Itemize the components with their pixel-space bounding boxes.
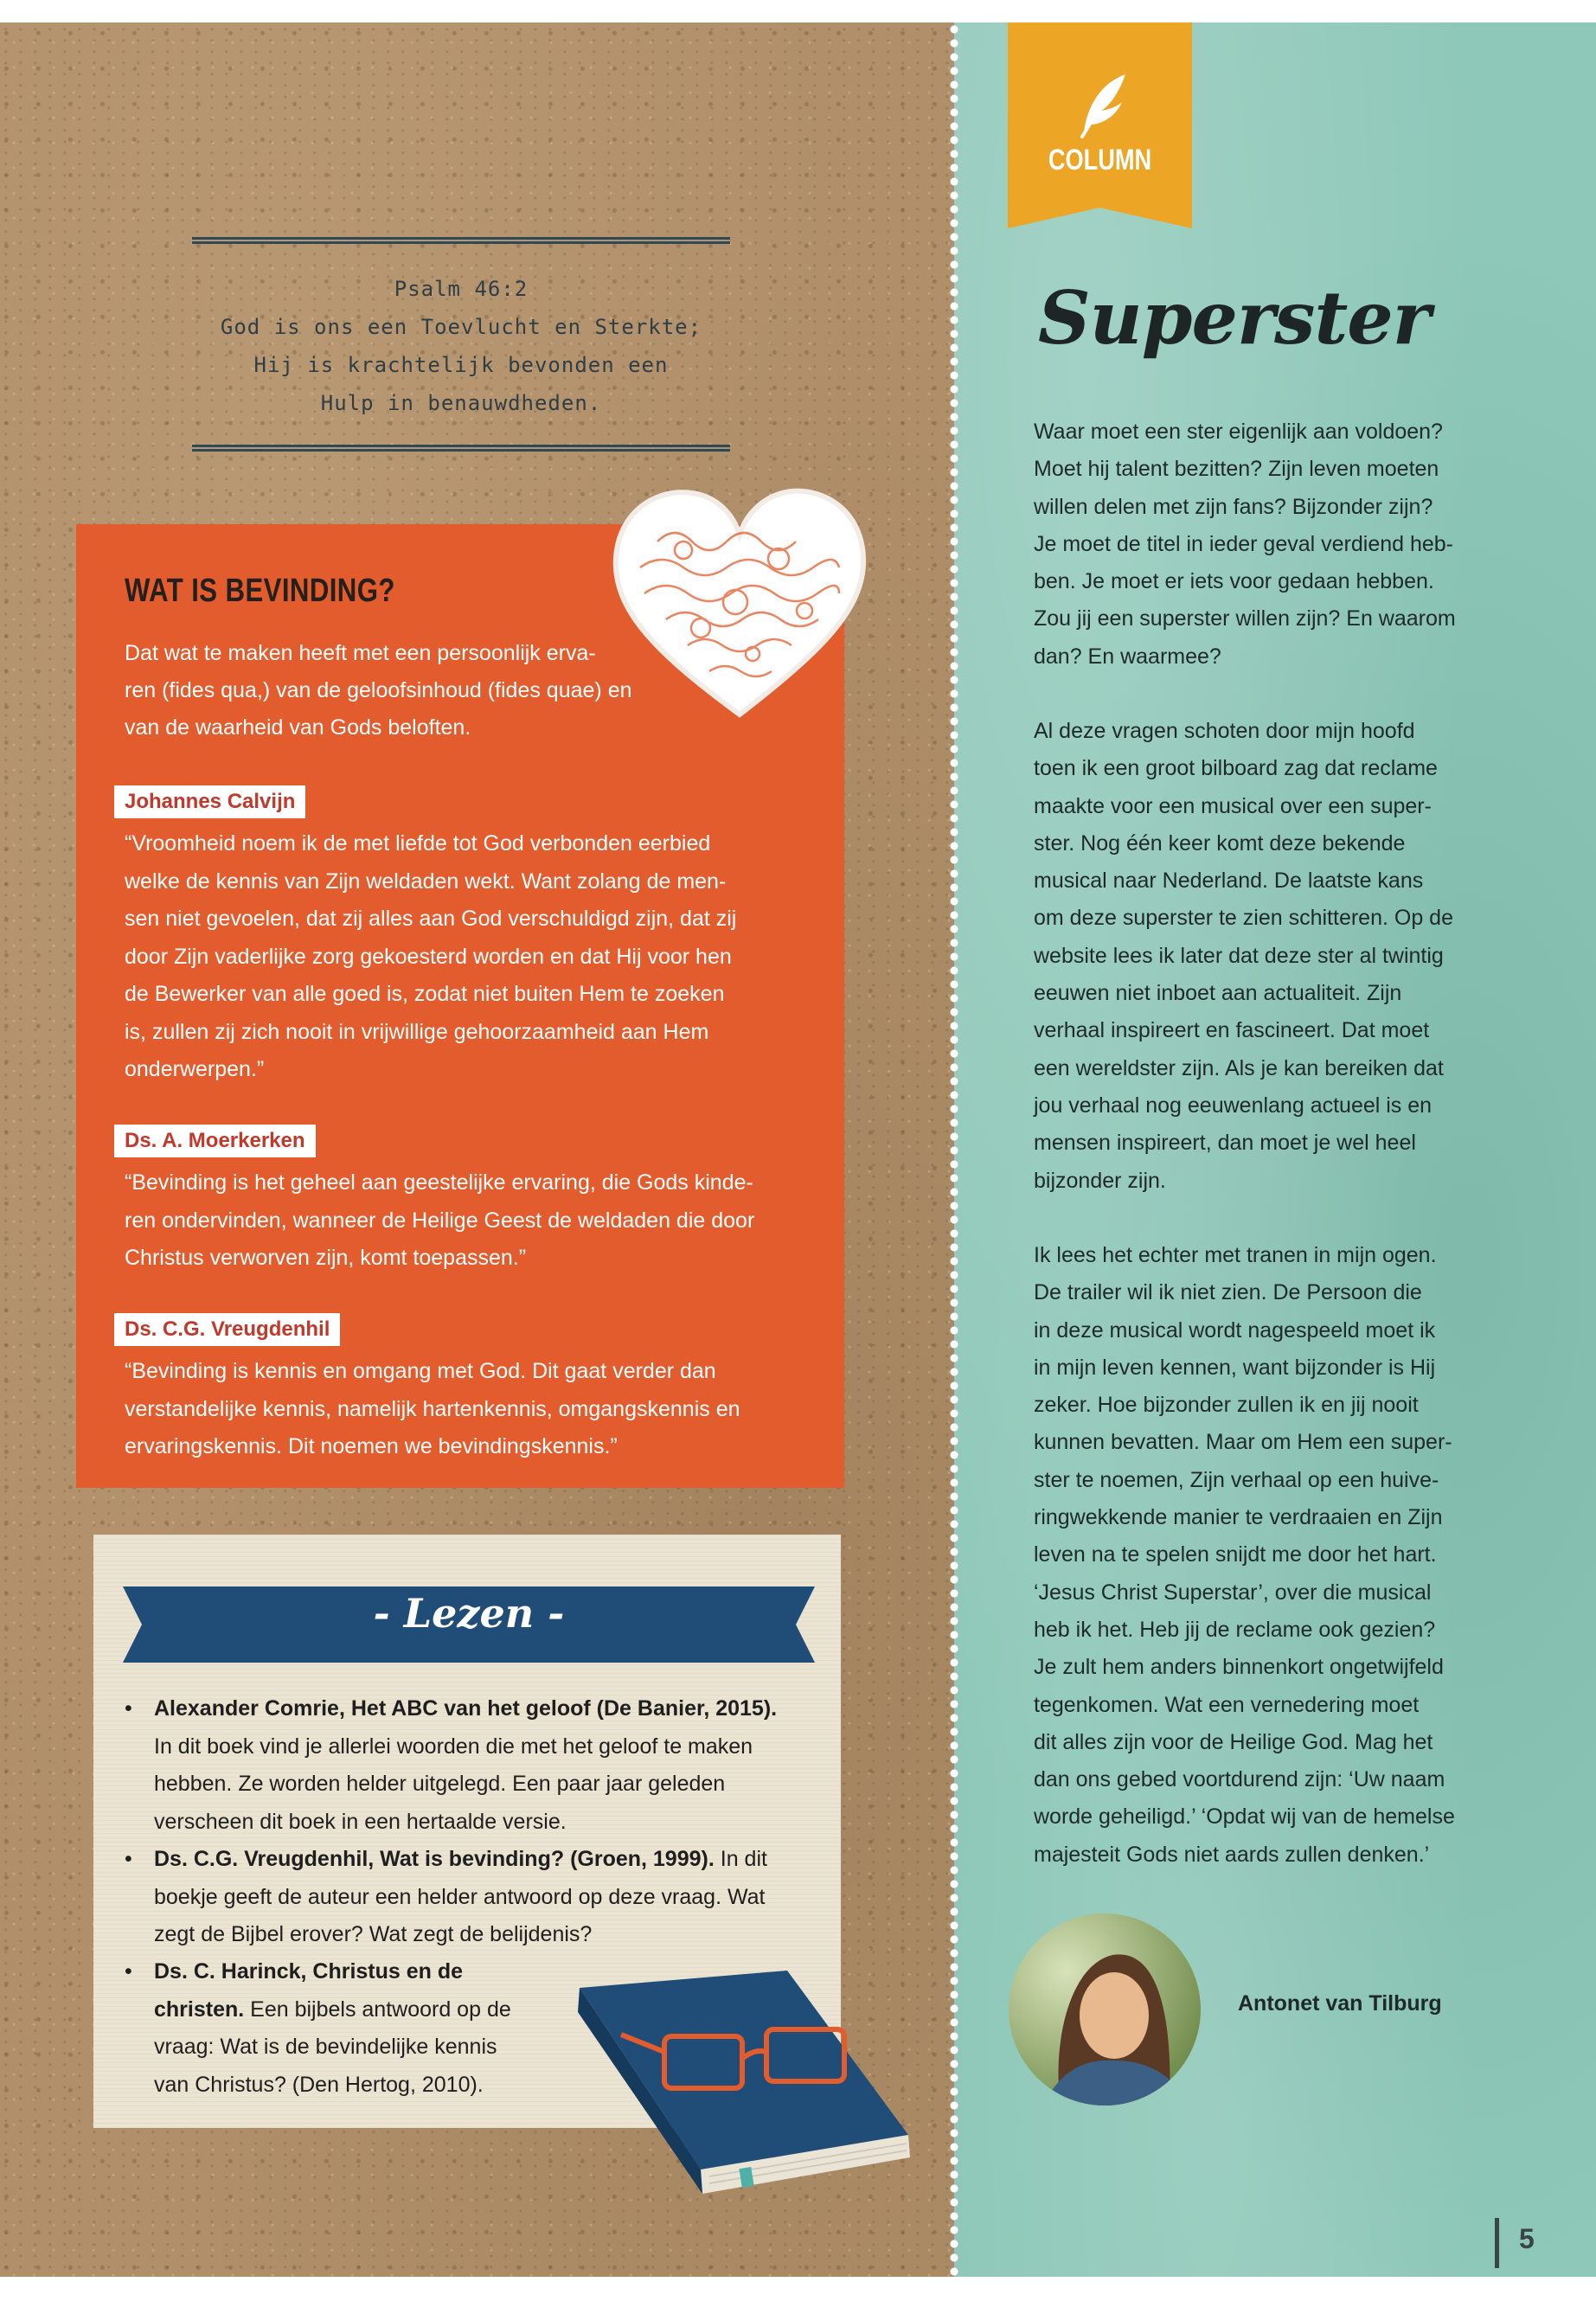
text-line: toen ik een groot bilboard zag dat reclame (1034, 756, 1438, 781)
column-label: COLUMN (1048, 144, 1152, 176)
text-line: Waar moet een ster eigenlijk aan voldoen? (1034, 420, 1443, 444)
text-line: maakte voor een musical over een super- (1034, 793, 1432, 818)
psalm-bottom-rule (192, 445, 730, 452)
text-line: mensen inspireert, dan moet je wel heel (1034, 1131, 1416, 1156)
psalm-line: God is ons een Toevlucht en Sterkte; (220, 315, 702, 339)
author-avatar (1009, 1913, 1201, 2106)
column-paragraph (1034, 1237, 1518, 1874)
column-paragraph (1034, 413, 1518, 676)
reading-item-line: hebben. Ze worden helder uitgelegd. Een paar jaar geleden (154, 1772, 726, 1796)
quote-line: onderwerpen.” (125, 1057, 265, 1081)
quote-line: “Bevinding is het geheel aan geestelijke ervaring, die Gods kinde- (125, 1170, 753, 1195)
psalm-quote (192, 270, 730, 422)
book-with-glasses-icon (571, 1962, 917, 2204)
bullet: • (125, 1959, 132, 1984)
reading-item-line: vraag: Wat is de bevindelijke kennis (154, 2035, 497, 2059)
page-number-bar (1495, 2218, 1499, 2268)
reading-item-text: Een bijbels antwoord op de (244, 1997, 511, 2022)
definition-line: ren (fides qua,) van de geloofsinhoud (fides quae) en (125, 678, 632, 702)
reading-item-title: christen. (154, 1997, 245, 2022)
text-line: in deze musical wordt nagespeeld moet ik (1034, 1317, 1436, 1343)
text-line: De trailer wil ik niet zien. De Persoon die (1034, 1280, 1422, 1305)
bullet: • (125, 1696, 132, 1721)
psalm-top-rule (192, 237, 730, 244)
text-line: musical naar Nederland. De laatste kans (1034, 868, 1424, 894)
column-ribbon (1008, 22, 1192, 228)
bullet: • (125, 1847, 132, 1871)
bevinding-definition (125, 635, 678, 747)
reading-item-title: Ds. C.G. Vreugdenhil, Wat is bevinding? (Groen, 1999). (154, 1847, 715, 1871)
quote-line: door Zijn vaderlijke zorg gekoesterd worden en dat Hij voor hen (125, 944, 732, 969)
heart-icon (606, 481, 874, 732)
text-line: eeuwen niet inboet aan actualiteit. Zijn (1034, 981, 1402, 1006)
text-line: ster te noemen, Zijn verhaal op een huive- (1034, 1467, 1439, 1492)
quote-line: sen niet gevoelen, dat zij alles aan God verschuldigd zijn, dat zij (125, 907, 737, 931)
text-line: ben. Je moet er iets voor gedaan hebben. (1034, 569, 1434, 594)
quote-moerkerken (125, 1164, 817, 1278)
column-title: Superster (1038, 275, 1430, 361)
text-line: Al deze vragen schoten door mijn hoofd (1034, 719, 1415, 743)
text-line: dan? En waarmee? (1034, 644, 1221, 669)
text-line: website lees ik later dat deze ster al twintig (1034, 943, 1444, 968)
quote-line: “Vroomheid noem ik de met liefde tot God verbonden eerbied (125, 831, 711, 856)
reading-item (125, 1841, 829, 1954)
text-line: Moet hij talent bezitten? Zijn leven moeten (1034, 457, 1439, 482)
reading-item-title: Alexander Comrie, Het ABC van het geloof (De Banier, 2015). (154, 1696, 778, 1721)
text-line: dit alles zijn voor de Heilige God. Mag het (1034, 1729, 1433, 1754)
quote-line: verstandelijke kennis, namelijk hartenkennis, omgangskennis en (125, 1396, 740, 1421)
reading-item-line: boekje geeft de auteur een helder antwoord op deze vraag. Wat (154, 1884, 766, 1909)
reading-item-text: In dit (714, 1847, 767, 1871)
text-line: in mijn leven kennen, want bijzonder is Hij (1034, 1355, 1436, 1380)
text-line: om deze superster te zien schitteren. Op de (1034, 906, 1453, 931)
quote-calvijn (125, 825, 817, 1089)
notebook-spiral-holes (947, 22, 961, 2277)
psalm-line: Hulp in benauwdheden. (320, 391, 602, 415)
reading-item-line: In dit boek vind je allerlei woorden die met het geloof te maken (154, 1734, 753, 1759)
quote-name-vreugdenhil: Ds. C.G. Vreugdenhil (114, 1313, 340, 1346)
text-line: willen delen met zijn fans? Bijzonder zijn? (1034, 494, 1433, 519)
text-line: worde geheiligd.’ ‘Opdat wij van de hemelse (1034, 1804, 1455, 1830)
author-name: Antonet van Tilburg (1238, 1991, 1442, 2016)
reading-item (125, 1690, 829, 1841)
reading-item-line: zegt de Bijbel erover? Wat zegt de belijdenis? (154, 1922, 593, 1946)
text-line: tegenkomen. Wat een vernedering moet (1034, 1692, 1420, 1717)
definition-line: Dat wat te maken heeft met een persoonlijk erva- (125, 641, 596, 665)
text-line: jou verhaal nog eeuwenlang actueel is en (1034, 1093, 1433, 1118)
text-line: Je moet de titel in ieder geval verdiend heb- (1034, 531, 1454, 556)
bevinding-title: WAT IS BEVINDING? (125, 573, 395, 609)
quote-line: ervaringskennis. Dit noemen we bevindingskennis.” (125, 1434, 618, 1458)
text-line: verhaal inspireert en fascineert. Dat moet (1034, 1018, 1430, 1043)
definition-line: van de waarheid van Gods beloften. (125, 715, 471, 740)
quote-line: is, zullen zij zich nooit in vrijwillige gehoorzaamheid aan Hem (125, 1019, 709, 1044)
text-line: heb ik het. Heb jij de reclame ook gezien? (1034, 1617, 1436, 1642)
text-line: ster. Nog één keer komt deze bekende (1034, 830, 1406, 856)
text-line: Je zult hem anders binnenkort ongetwijfeld (1034, 1655, 1444, 1680)
quote-line: “Bevinding is kennis en omgang met God. Dit gaat verder dan (125, 1359, 716, 1383)
text-line: bijzonder zijn. (1034, 1168, 1166, 1193)
page-number: 5 (1519, 2223, 1535, 2254)
quote-vreugdenhil (125, 1353, 817, 1466)
text-line: kunnen bevatten. Maar om Hem een super- (1034, 1430, 1452, 1455)
quote-line: ren ondervinden, wanneer de Heilige Geest de weldaden die door (125, 1208, 755, 1233)
quote-line: Christus verworven zijn, komt toepassen.” (125, 1246, 527, 1270)
text-line: dan ons gebed voortdurend zijn: ‘Uw naam (1034, 1767, 1445, 1792)
quote-line: de Bewerker van alle goed is, zodat niet buiten Hem te zoeken (125, 982, 725, 1006)
quote-name-calvijn: Johannes Calvijn (114, 785, 305, 818)
reading-item-title: Ds. C. Harinck, Christus en de (154, 1959, 464, 1984)
psalm-line: Hij is krachtelijk bevonden een (253, 353, 669, 377)
text-line: een wereldster zijn. Als je kan bereiken dat (1034, 1055, 1444, 1080)
quote-line: welke de kennis van Zijn weldaden wekt. Want zolang de men- (125, 868, 727, 894)
reading-item-line: verscheen dit boek in een hertaalde versie. (154, 1809, 567, 1834)
text-line: Ik lees het echter met tranen in mijn ogen. (1034, 1243, 1437, 1267)
column-paragraph (1034, 713, 1518, 1200)
text-line: leven na te spelen snijdt me door het hart. (1034, 1542, 1437, 1567)
reading-item-line: van Christus? (Den Hertog, 2010). (154, 2072, 484, 2097)
quote-name-moerkerken: Ds. A. Moerkerken (114, 1125, 316, 1157)
text-line: majesteit Gods niet aards zullen denken.’ (1034, 1842, 1430, 1867)
psalm-line: Psalm 46:2 (394, 277, 529, 301)
lezen-title: - Lezen - (373, 1590, 565, 1637)
text-line: Zou jij een superster willen zijn? En waarom (1034, 606, 1456, 631)
text-line: ringwekkende manier te verdraaien en Zijn (1034, 1505, 1443, 1530)
text-line: ‘Jesus Christ Superstar’, over die musical (1034, 1580, 1432, 1605)
text-line: zeker. Hoe bijzonder zullen ik en jij nooit (1034, 1393, 1419, 1418)
